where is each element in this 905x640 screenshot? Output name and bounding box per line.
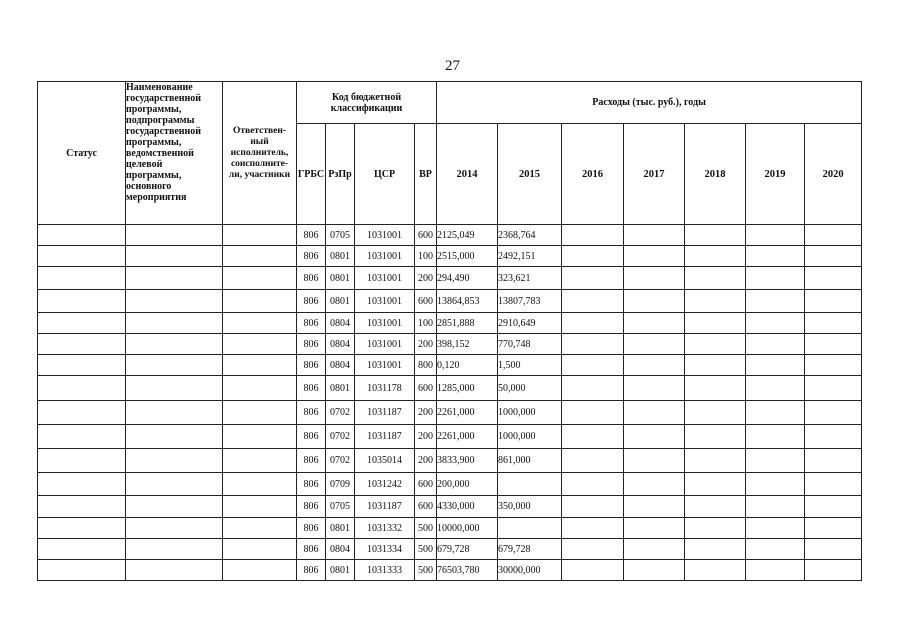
amount-2016-cell	[562, 560, 624, 581]
amount-2014-cell: 200,000	[437, 473, 498, 496]
amount-2020-cell	[805, 246, 862, 267]
csr-cell: 1031001	[355, 267, 415, 290]
amount-2019-cell	[746, 355, 805, 376]
table-row	[38, 425, 862, 449]
grbs-cell: 806	[297, 246, 326, 267]
grbs-cell: 806	[297, 313, 326, 334]
amount-2016-cell	[562, 496, 624, 518]
amount-2015-cell: 323,621	[498, 267, 562, 290]
program-name-cell	[126, 290, 223, 313]
amount-2018-cell	[685, 539, 746, 560]
amount-2015-cell: 1,500	[498, 355, 562, 376]
program-name-cell	[126, 449, 223, 473]
rzpr-header: РзПр	[326, 124, 355, 225]
budget-code-header: Код бюджетной классификации	[297, 82, 437, 124]
amount-2018-cell	[685, 290, 746, 313]
executor-cell	[223, 376, 297, 401]
amount-2017-cell	[624, 449, 685, 473]
year-header-2014: 2014	[437, 124, 498, 225]
vr-cell: 500	[415, 518, 437, 539]
status-cell	[38, 401, 126, 425]
rzpr-cell: 0801	[326, 246, 355, 267]
grbs-header: ГРБС	[297, 124, 326, 225]
amount-2020-cell	[805, 425, 862, 449]
header-line: основного	[126, 181, 172, 192]
table-row	[38, 334, 862, 355]
expenses-header: Расходы (тыс. руб.), годы	[437, 82, 862, 124]
csr-cell: 1031333	[355, 560, 415, 581]
amount-2014-cell: 2125,049	[437, 225, 498, 246]
amount-2020-cell	[805, 560, 862, 581]
table-row	[38, 376, 862, 401]
amount-2020-cell	[805, 290, 862, 313]
program-name-cell	[126, 473, 223, 496]
amount-2014-cell: 294,490	[437, 267, 498, 290]
amount-2014-cell: 2515,000	[437, 246, 498, 267]
amount-2015-cell	[498, 473, 562, 496]
grbs-cell: 806	[297, 518, 326, 539]
rzpr-cell: 0801	[326, 376, 355, 401]
vr-cell: 500	[415, 560, 437, 581]
amount-2014-cell: 398,152	[437, 334, 498, 355]
amount-2014-cell: 2851,888	[437, 313, 498, 334]
program-name-cell	[126, 246, 223, 267]
amount-2014-cell: 3833,900	[437, 449, 498, 473]
amount-2019-cell	[746, 290, 805, 313]
amount-2016-cell	[562, 267, 624, 290]
amount-2018-cell	[685, 449, 746, 473]
amount-2017-cell	[624, 290, 685, 313]
amount-2014-cell: 679,728	[437, 539, 498, 560]
table-row	[38, 560, 862, 581]
amount-2016-cell	[562, 225, 624, 246]
table-row	[38, 496, 862, 518]
year-header-2019: 2019	[746, 124, 805, 225]
amount-2018-cell	[685, 313, 746, 334]
amount-2015-cell: 350,000	[498, 496, 562, 518]
amount-2018-cell	[685, 334, 746, 355]
table-row	[38, 473, 862, 496]
amount-2020-cell	[805, 313, 862, 334]
table-row	[38, 449, 862, 473]
table-row	[38, 401, 862, 425]
table-row	[38, 267, 862, 290]
status-cell	[38, 246, 126, 267]
amount-2020-cell	[805, 401, 862, 425]
year-header-2018: 2018	[685, 124, 746, 225]
amount-2015-cell: 30000,000	[498, 560, 562, 581]
header-line: программы,	[126, 137, 182, 148]
amount-2014-cell: 0,120	[437, 355, 498, 376]
amount-2020-cell	[805, 473, 862, 496]
status-cell	[38, 539, 126, 560]
amount-2016-cell	[562, 401, 624, 425]
year-header-2017: 2017	[624, 124, 685, 225]
vr-cell: 200	[415, 267, 437, 290]
year-header-2020: 2020	[805, 124, 862, 225]
grbs-cell: 806	[297, 225, 326, 246]
vr-cell: 200	[415, 449, 437, 473]
amount-2018-cell	[685, 473, 746, 496]
amount-2017-cell	[624, 425, 685, 449]
header-line: Наименование	[126, 82, 193, 93]
amount-2016-cell	[562, 313, 624, 334]
amount-2016-cell	[562, 539, 624, 560]
program-name-cell	[126, 539, 223, 560]
header-line: целевой	[126, 159, 163, 170]
amount-2019-cell	[746, 539, 805, 560]
vr-cell: 600	[415, 473, 437, 496]
table-row	[38, 518, 862, 539]
rzpr-cell: 0804	[326, 355, 355, 376]
amount-2015-cell: 2492,151	[498, 246, 562, 267]
amount-2015-cell: 679,728	[498, 539, 562, 560]
table-row	[38, 355, 862, 376]
amount-2016-cell	[562, 425, 624, 449]
header-line: подпрограммы	[126, 115, 195, 126]
amount-2018-cell	[685, 425, 746, 449]
header-line: программы,	[126, 104, 182, 115]
amount-2015-cell: 13807,783	[498, 290, 562, 313]
csr-cell: 1031001	[355, 225, 415, 246]
program-name-cell	[126, 518, 223, 539]
amount-2016-cell	[562, 376, 624, 401]
amount-2015-cell: 2368,764	[498, 225, 562, 246]
amount-2016-cell	[562, 290, 624, 313]
program-name-header	[126, 82, 223, 225]
status-cell	[38, 560, 126, 581]
rzpr-cell: 0801	[326, 560, 355, 581]
amount-2017-cell	[624, 518, 685, 539]
executor-cell	[223, 449, 297, 473]
amount-2019-cell	[746, 473, 805, 496]
amount-2019-cell	[746, 313, 805, 334]
csr-header: ЦСР	[355, 124, 415, 225]
table-body	[38, 225, 862, 581]
header-line: программы,	[126, 170, 182, 181]
amount-2018-cell	[685, 496, 746, 518]
amount-2015-cell: 50,000	[498, 376, 562, 401]
amount-2017-cell	[624, 246, 685, 267]
status-cell	[38, 449, 126, 473]
table-row	[38, 246, 862, 267]
amount-2019-cell	[746, 246, 805, 267]
executor-cell	[223, 290, 297, 313]
amount-2017-cell	[624, 334, 685, 355]
status-cell	[38, 425, 126, 449]
amount-2016-cell	[562, 355, 624, 376]
amount-2018-cell	[685, 355, 746, 376]
executor-cell	[223, 225, 297, 246]
header-line: ведомственной	[126, 148, 194, 159]
status-cell	[38, 334, 126, 355]
grbs-cell: 806	[297, 334, 326, 355]
amount-2018-cell	[685, 560, 746, 581]
year-header-2015: 2015	[498, 124, 562, 225]
grbs-cell: 806	[297, 267, 326, 290]
amount-2016-cell	[562, 334, 624, 355]
vr-cell: 600	[415, 225, 437, 246]
program-name-cell	[126, 496, 223, 518]
csr-cell: 1031242	[355, 473, 415, 496]
amount-2020-cell	[805, 267, 862, 290]
status-header: Статус	[38, 82, 126, 225]
status-cell	[38, 355, 126, 376]
grbs-cell: 806	[297, 355, 326, 376]
amount-2016-cell	[562, 449, 624, 473]
amount-2017-cell	[624, 313, 685, 334]
grbs-cell: 806	[297, 290, 326, 313]
amount-2014-cell: 10000,000	[437, 518, 498, 539]
executor-cell	[223, 560, 297, 581]
program-name-cell	[126, 334, 223, 355]
amount-2020-cell	[805, 539, 862, 560]
amount-2020-cell	[805, 334, 862, 355]
amount-2019-cell	[746, 560, 805, 581]
amount-2019-cell	[746, 449, 805, 473]
amount-2016-cell	[562, 473, 624, 496]
vr-header: ВР	[415, 124, 437, 225]
table-row	[38, 225, 862, 246]
amount-2017-cell	[624, 355, 685, 376]
header-line: ный	[250, 136, 269, 147]
rzpr-cell: 0705	[326, 496, 355, 518]
program-name-cell	[126, 225, 223, 246]
rzpr-cell: 0705	[326, 225, 355, 246]
amount-2017-cell	[624, 539, 685, 560]
vr-cell: 200	[415, 334, 437, 355]
grbs-cell: 806	[297, 496, 326, 518]
amount-2019-cell	[746, 225, 805, 246]
executor-cell	[223, 496, 297, 518]
amount-2020-cell	[805, 518, 862, 539]
amount-2017-cell	[624, 473, 685, 496]
table-row	[38, 539, 862, 560]
status-cell	[38, 376, 126, 401]
amount-2020-cell	[805, 496, 862, 518]
executor-header-lines	[223, 126, 296, 181]
grbs-cell: 806	[297, 401, 326, 425]
executor-cell	[223, 267, 297, 290]
csr-cell: 1031187	[355, 425, 415, 449]
table-row	[38, 313, 862, 334]
amount-2017-cell	[624, 560, 685, 581]
csr-cell: 1031187	[355, 401, 415, 425]
vr-cell: 600	[415, 376, 437, 401]
status-cell	[38, 518, 126, 539]
budget-table	[37, 81, 862, 581]
amount-2017-cell	[624, 376, 685, 401]
page-number: 27	[445, 58, 460, 74]
amount-2020-cell	[805, 449, 862, 473]
amount-2015-cell: 1000,000	[498, 425, 562, 449]
vr-cell: 800	[415, 355, 437, 376]
amount-2018-cell	[685, 376, 746, 401]
csr-cell: 1031178	[355, 376, 415, 401]
amount-2018-cell	[685, 401, 746, 425]
amount-2019-cell	[746, 496, 805, 518]
amount-2016-cell	[562, 246, 624, 267]
vr-cell: 500	[415, 539, 437, 560]
amount-2019-cell	[746, 267, 805, 290]
amount-2015-cell: 770,748	[498, 334, 562, 355]
amount-2015-cell: 861,000	[498, 449, 562, 473]
status-cell	[38, 267, 126, 290]
amount-2018-cell	[685, 225, 746, 246]
status-cell	[38, 496, 126, 518]
header-line: соисполните-	[230, 158, 289, 169]
amount-2019-cell	[746, 401, 805, 425]
header-line: Ответствен-	[232, 125, 287, 136]
vr-cell: 100	[415, 246, 437, 267]
csr-cell: 1031001	[355, 246, 415, 267]
rzpr-cell: 0702	[326, 401, 355, 425]
rzpr-cell: 0702	[326, 425, 355, 449]
rzpr-cell: 0702	[326, 449, 355, 473]
program-name-cell	[126, 355, 223, 376]
amount-2019-cell	[746, 518, 805, 539]
status-cell	[38, 473, 126, 496]
rzpr-cell: 0804	[326, 539, 355, 560]
grbs-cell: 806	[297, 449, 326, 473]
vr-cell: 200	[415, 401, 437, 425]
amount-2014-cell: 13864,853	[437, 290, 498, 313]
executor-header	[223, 82, 297, 225]
amount-2014-cell: 76503,780	[437, 560, 498, 581]
grbs-cell: 806	[297, 425, 326, 449]
csr-cell: 1031334	[355, 539, 415, 560]
table-row	[38, 290, 862, 313]
rzpr-cell: 0709	[326, 473, 355, 496]
rzpr-cell: 0801	[326, 518, 355, 539]
csr-cell: 1035014	[355, 449, 415, 473]
amount-2014-cell: 4330,000	[437, 496, 498, 518]
rzpr-cell: 0804	[326, 334, 355, 355]
amount-2017-cell	[624, 401, 685, 425]
executor-cell	[223, 473, 297, 496]
grbs-cell: 806	[297, 560, 326, 581]
vr-cell: 100	[415, 313, 437, 334]
amount-2020-cell	[805, 376, 862, 401]
amount-2020-cell	[805, 355, 862, 376]
program-name-cell	[126, 401, 223, 425]
rzpr-cell: 0801	[326, 267, 355, 290]
program-name-cell	[126, 376, 223, 401]
executor-cell	[223, 334, 297, 355]
executor-cell	[223, 355, 297, 376]
vr-cell: 200	[415, 425, 437, 449]
program-name-header-lines	[126, 82, 222, 203]
executor-cell	[223, 401, 297, 425]
amount-2014-cell: 2261,000	[437, 425, 498, 449]
amount-2016-cell	[562, 518, 624, 539]
amount-2020-cell	[805, 225, 862, 246]
amount-2018-cell	[685, 518, 746, 539]
executor-cell	[223, 518, 297, 539]
amount-2018-cell	[685, 267, 746, 290]
status-cell	[38, 225, 126, 246]
amount-2015-cell: 1000,000	[498, 401, 562, 425]
csr-cell: 1031332	[355, 518, 415, 539]
amount-2019-cell	[746, 334, 805, 355]
program-name-cell	[126, 267, 223, 290]
program-name-cell	[126, 425, 223, 449]
amount-2019-cell	[746, 425, 805, 449]
rzpr-cell: 0804	[326, 313, 355, 334]
amount-2014-cell: 1285,000	[437, 376, 498, 401]
grbs-cell: 806	[297, 539, 326, 560]
grbs-cell: 806	[297, 473, 326, 496]
header-line: мероприятия	[126, 192, 187, 203]
amount-2019-cell	[746, 376, 805, 401]
header-line: государственной	[126, 93, 202, 104]
rzpr-cell: 0801	[326, 290, 355, 313]
header-line: исполнитель,	[230, 147, 289, 158]
header-line: ли, участники	[228, 169, 291, 180]
amount-2018-cell	[685, 246, 746, 267]
grbs-cell: 806	[297, 376, 326, 401]
executor-cell	[223, 313, 297, 334]
csr-cell: 1031001	[355, 313, 415, 334]
amount-2015-cell	[498, 518, 562, 539]
executor-cell	[223, 246, 297, 267]
amount-2017-cell	[624, 225, 685, 246]
amount-2017-cell	[624, 267, 685, 290]
program-name-cell	[126, 560, 223, 581]
executor-cell	[223, 539, 297, 560]
header-line: государственной	[126, 126, 202, 137]
amount-2017-cell	[624, 496, 685, 518]
program-name-cell	[126, 313, 223, 334]
vr-cell: 600	[415, 496, 437, 518]
csr-cell: 1031001	[355, 355, 415, 376]
amount-2015-cell: 2910,649	[498, 313, 562, 334]
csr-cell: 1031001	[355, 290, 415, 313]
csr-cell: 1031001	[355, 334, 415, 355]
year-header-2016: 2016	[562, 124, 624, 225]
vr-cell: 600	[415, 290, 437, 313]
amount-2014-cell: 2261,000	[437, 401, 498, 425]
executor-cell	[223, 425, 297, 449]
status-cell	[38, 313, 126, 334]
status-cell	[38, 290, 126, 313]
csr-cell: 1031187	[355, 496, 415, 518]
